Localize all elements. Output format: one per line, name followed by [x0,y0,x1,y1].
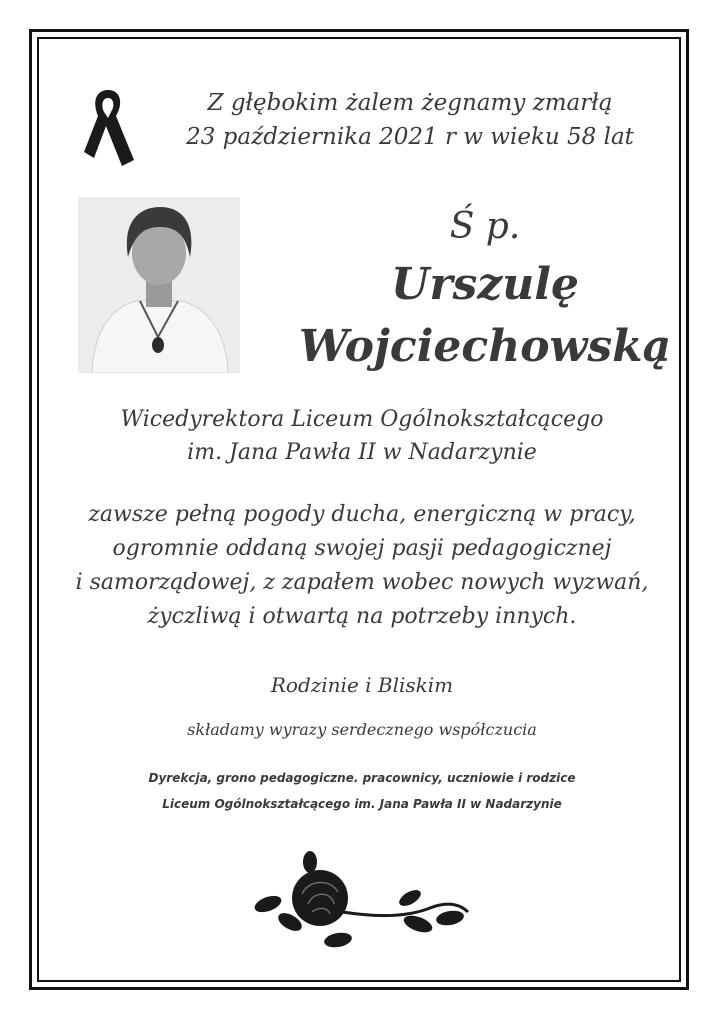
name-prefix: Ś p. [449,206,521,247]
description [50,498,674,634]
position-title [60,403,664,469]
header-line-2: 23 października 2021 r w wieku 58 lat [186,124,634,150]
black-rose-icon [250,850,480,950]
condolence-message: składamy wyrazy serdecznego współczucia [187,720,537,739]
deceased-name-block [270,200,700,378]
position-line-2: im. Jana Pawła II w Nadarzynie [187,440,537,465]
condolence-recipients: Rodzinie i Bliskim [270,673,454,697]
description-line: zawsze pełną pogody ducha, energiczną w pracy, [88,502,636,527]
signature-line-2: Liceum Ogólnokształcącego im. Jana Pawła II w Nadarzynie [162,797,562,811]
first-name: Urszulę [390,259,579,310]
description-line: i samorządowej, z zapałem wobec nowych wyzwań, [75,570,649,595]
description-line: życzliwą i otwartą na potrzeby innych. [147,604,577,629]
signature [60,765,664,817]
mourning-ribbon-icon [78,82,142,172]
signature-line-1: Dyrekcja, grono pedagogiczne. pracownicy, uczniowie i rodzice [148,771,576,785]
portrait-photo [78,197,240,373]
last-name: Wojciechowską [298,321,672,372]
description-line: ogromnie oddaną swojej pasji pedagogicznej [112,536,612,561]
position-line-1: Wicedyrektora Liceum Ogólnokształcącego [120,407,604,432]
header-line-1: Z głębokim żalem żegnamy zmarłą [207,90,613,116]
announcement-header [170,86,650,154]
